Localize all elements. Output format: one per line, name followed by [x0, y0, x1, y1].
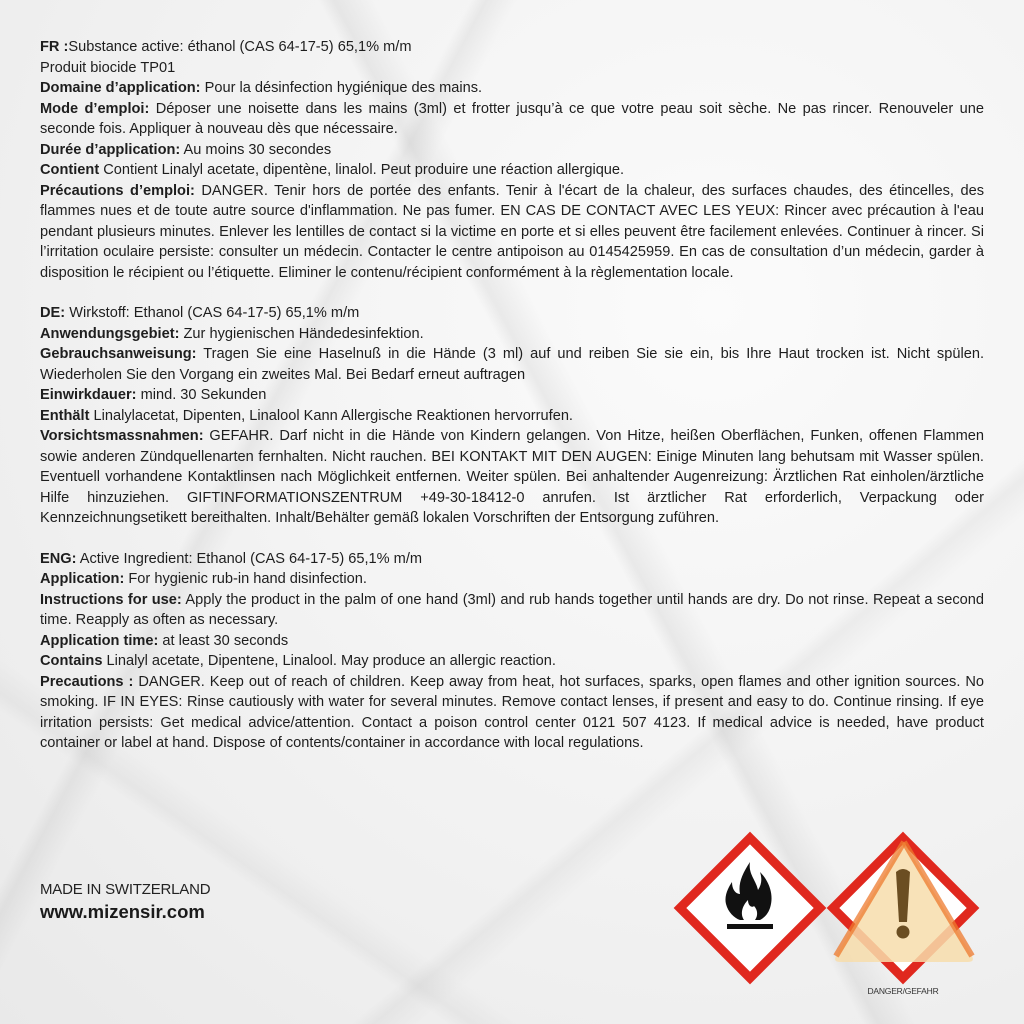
de-active-substance: DE: Wirkstoff: Ethanol (CAS 64-17-5) 65,1% m/m: [40, 305, 360, 321]
de-precautions: Vorsichtsmassnahmen: GEFAHR. Darf nicht in die Hände von Kindern gelangen. Von Hitze, heißen Oberflächen, Funken, offenen Flammen sowie anderen Zündquellenarten fernhalten. Nicht rauchen. BEI KONTAKT MIT DEN AUGEN: Einige Minuten lang behutsam mit Wasser spülen. Eventuell vorhandene Kontaktlinsen nach Möglichkeit entfernen. Weiter spülen. Bei anhaltender Augenreizung: Ärztlichen Rat einholen/ärztliche Hilfe hinzuziehen. GIFTINFORMATIONSZENTRUM +49-30-18412-0 anrufen. Ist ärztlicher Rat erforderlich, Verpackung oder Kennzeichnungsetikett bereithalten. Inhalt/Behälter gemäß lokalen Vorschriften der Entsorgung zuführen.: [40, 428, 984, 526]
website-link[interactable]: www.mizensir.com: [40, 901, 205, 922]
fr-usage: Mode d’emploi: Déposer une noisette dans les mains (3ml) et frotter jusqu’à ce que votre peau soit sèche. Ne pas rincer. Renouveler une seconde fois. Appliquer à nouveau dès que nécessaire.: [40, 100, 984, 137]
eng-contains: Contains Linalyl acetate, Dipentene, Linalool. May produce an allergic reaction.: [40, 653, 556, 669]
fr-contains: Contient Contient Linalyl acetate, dipentène, linalol. Peut produire une réaction allergique.: [40, 162, 625, 178]
eng-application-time: Application time: at least 30 seconds: [40, 632, 289, 649]
made-in-label: MADE IN SWITZERLAND: [40, 881, 211, 898]
section-eng: [40, 549, 984, 754]
fr-duration: Durée d’application: Au moins 30 secondes: [40, 141, 332, 158]
eng-application: Application: For hygienic rub-in hand disinfection.: [40, 571, 367, 587]
footer: [40, 880, 210, 924]
fr-biocide-type: Produit biocide TP01: [40, 59, 176, 76]
fr-active-substance: FR :Substance active: éthanol (CAS 64-17-5) 65,1% m/m: [40, 39, 412, 55]
danger-caption: DANGER/GEFAHR: [867, 986, 939, 996]
de-usage: Gebrauchsanweisung: Tragen Sie eine Haselnuß in die Hände (3 ml) auf und reiben Sie sie ein, bis Ihre Haut trocken ist. Nicht spülen. Wiederholen Sie den Vorgang ein zweites Mal. Bei Bedarf erneut auftragen: [40, 346, 984, 383]
de-application-area: Anwendungsgebiet: Zur hygienischen Händedesinfektion.: [40, 325, 424, 342]
exclamation-mark-icon: [833, 838, 973, 978]
de-duration: Einwirkdauer: mind. 30 Sekunden: [40, 387, 267, 403]
eng-precautions: Precautions : DANGER. Keep out of reach of children. Keep away from heat, hot surfaces, sparks, open flames and other ignition sources. No smoking. IF IN EYES: Rinse cautiously with water for several minutes. Remove contact lenses, if present and easy to do. Continue rinsing. If eye irritation persists: Get medical advice/attention. Contact a poison control center 0121 507 4123. If medical advice is needed, have product container or label at hand. Dispose of contents/container in accordance with local regulations.: [40, 673, 985, 751]
de-contains: Enthält Linalylacetat, Dipenten, Linalool Kann Allergische Reaktionen hervorrufen.: [40, 407, 573, 424]
label-text: [40, 37, 984, 774]
hazard-pictograms: [670, 825, 1020, 1015]
eng-instructions: Instructions for use: Apply the product in the palm of one hand (3ml) and rub hands together until hands are dry. Do not rinse. Repeat a second time. Reapply as often as necessary.: [40, 591, 984, 628]
section-fr: [40, 37, 984, 283]
flame-icon: [680, 838, 820, 978]
fr-domain: Domaine d’application: Pour la désinfection hygiénique des mains.: [40, 80, 483, 96]
section-de: [40, 303, 984, 529]
fr-precautions: Précautions d’emploi: DANGER. Tenir hors de portée des enfants. Tenir à l'écart de la chaleur, des surfaces chaudes, des étincelles, des flammes nues et de toute autre source d'inflammation. Ne pas fumer. EN CAS DE CONTACT AVEC LES YEUX: Rincer avec précaution à l'eau pendant plusieurs minutes. Enlever les lentilles de contact si la victime en porte et si elles peuvent être facilement enlevées. Continuer à rincer. Si l’irritation oculaire persiste: consulter un médecin. Contacter le centre antipoison au 0145425959. En cas de consultation d’un médecin, garder à disposition le récipient ou l’étiquette. Eliminer le contenu/récipient conformément à la règlementation locale.: [40, 182, 984, 281]
eng-active-ingredient: ENG: Active Ingredient: Ethanol (CAS 64-17-5) 65,1% m/m: [40, 550, 423, 567]
